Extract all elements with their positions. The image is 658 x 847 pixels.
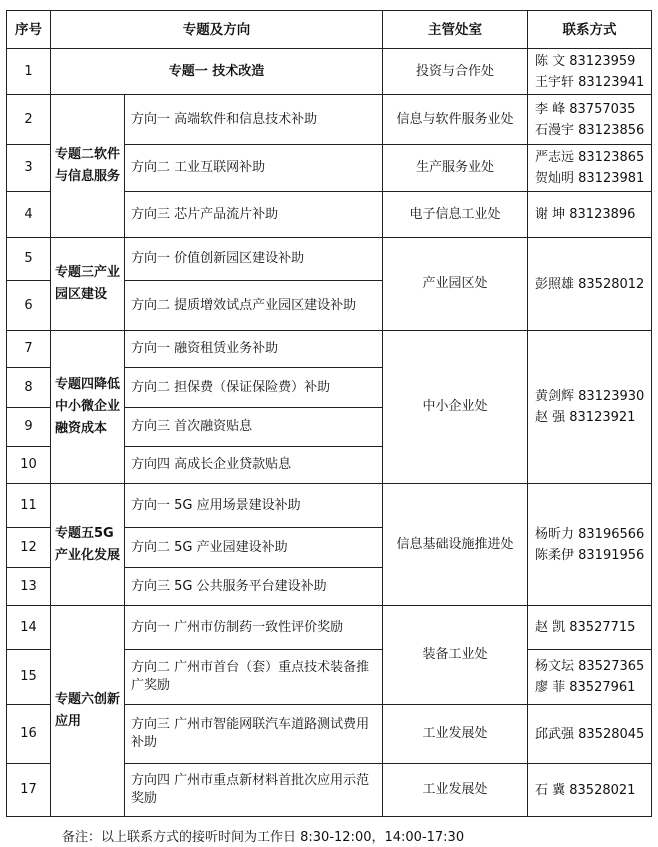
contact-line: 赵 强 83123921	[535, 410, 636, 425]
footnote: 备注：以上联系方式的接听时间为工作日 8:30-12:00，14:00-17:30	[62, 830, 465, 845]
row-idx: 11	[7, 484, 51, 528]
contact-line: 杨昕力 83196566	[535, 526, 645, 542]
office-cell: 工业发展处	[383, 705, 528, 764]
contact-line: 严志远 83123865	[535, 150, 645, 165]
direction-cell: 方向二 提质增效试点产业园区建设补助	[125, 281, 383, 331]
contact-line: 贺灿明 83123981	[535, 171, 645, 186]
header-contact: 联系方式	[528, 11, 652, 49]
header-office: 主管处室	[383, 11, 528, 49]
contact-line: 王宇轩 83123941	[535, 74, 645, 90]
contact-cell	[528, 192, 652, 238]
office-cell: 生产服务业处	[383, 145, 528, 192]
contact-cell	[528, 650, 652, 705]
direction-cell: 方向四 高成长企业贷款贴息	[125, 447, 383, 484]
table-header-row	[7, 11, 652, 49]
direction-cell: 方向二 广州市首台（套）重点技术装备推广奖励	[125, 650, 383, 705]
row-idx: 3	[7, 145, 51, 192]
direction-cell: 方向三 广州市智能网联汽车道路测试费用补助	[125, 705, 383, 764]
direction-cell: 方向一 5G 应用场景建设补助	[125, 484, 383, 528]
direction-cell: 方向二 工业互联网补助	[125, 145, 383, 192]
direction-cell: 方向三 芯片产品流片补助	[125, 192, 383, 238]
contact-line: 邱武强 83528045	[535, 726, 645, 742]
contact-line: 陈 文 83123959	[535, 53, 636, 69]
header-idx: 序号	[7, 11, 51, 49]
contact-line: 石漫宇 83123856	[535, 122, 645, 138]
contact-line: 陈柔伊 83191956	[535, 547, 645, 563]
direction-cell: 方向一 融资租赁业务补助	[125, 331, 383, 368]
contact-line: 李 峰 83757035	[535, 101, 636, 117]
project-contact-table	[6, 10, 652, 817]
contact-line: 杨文坛 83527365	[535, 659, 645, 674]
row-idx: 17	[7, 764, 51, 817]
row-idx: 5	[7, 238, 51, 281]
contact-cell	[528, 331, 652, 484]
contact-line: 石 冀 83528021	[535, 782, 636, 798]
row-idx: 15	[7, 650, 51, 705]
row-idx: 14	[7, 606, 51, 650]
office-cell: 信息基础设施推进处	[383, 484, 528, 606]
topic-5-title: 专题五5G 产业化发展	[51, 484, 125, 606]
contact-cell	[528, 49, 652, 95]
table-row	[7, 606, 652, 650]
direction-cell: 方向四 广州市重点新材料首批次应用示范奖励	[125, 764, 383, 817]
topic-6-title: 专题六创新应用	[51, 606, 125, 817]
table-row	[7, 331, 652, 368]
row-idx: 4	[7, 192, 51, 238]
contact-cell	[528, 95, 652, 145]
topic-3-title: 专题三产业园区建设	[51, 238, 125, 331]
contact-cell	[528, 145, 652, 192]
table-row	[7, 95, 652, 145]
office-cell: 产业园区处	[383, 238, 528, 331]
contact-line: 赵 凯 83527715	[535, 620, 636, 635]
office-cell: 信息与软件服务业处	[383, 95, 528, 145]
direction-cell: 方向一 高端软件和信息技术补助	[125, 95, 383, 145]
contact-cell	[528, 238, 652, 331]
direction-cell: 方向二 5G 产业园建设补助	[125, 528, 383, 568]
office-cell: 投资与合作处	[383, 49, 528, 95]
contact-line: 廖 菲 83527961	[535, 680, 636, 695]
contact-line: 黄剑辉 83123930	[535, 389, 645, 404]
row-idx: 13	[7, 568, 51, 606]
direction-cell: 方向一 广州市仿制药一致性评价奖励	[125, 606, 383, 650]
row-idx: 16	[7, 705, 51, 764]
table-row	[7, 484, 652, 528]
office-cell: 电子信息工业处	[383, 192, 528, 238]
row-idx: 12	[7, 528, 51, 568]
contact-cell	[528, 764, 652, 817]
direction-cell: 方向二 担保费（保证保险费）补助	[125, 368, 383, 408]
contact-cell	[528, 606, 652, 650]
direction-cell: 方向一 价值创新园区建设补助	[125, 238, 383, 281]
topic-4-title: 专题四降低中小微企业融资成本	[51, 331, 125, 484]
contact-line: 谢 坤 83123896	[535, 207, 636, 222]
row-idx: 6	[7, 281, 51, 331]
table-row	[7, 49, 652, 95]
row-idx: 9	[7, 408, 51, 447]
row-idx: 2	[7, 95, 51, 145]
row-idx: 1	[7, 49, 51, 95]
row-idx: 8	[7, 368, 51, 408]
contact-line: 彭照雄 83528012	[535, 276, 645, 292]
row-idx: 10	[7, 447, 51, 484]
direction-cell: 方向三 首次融资贴息	[125, 408, 383, 447]
office-cell: 工业发展处	[383, 764, 528, 817]
office-cell: 中小企业处	[383, 331, 528, 484]
topic-2-title: 专题二软件与信息服务	[51, 95, 125, 238]
topic-1-title: 专题一 技术改造	[51, 49, 383, 95]
table-row	[7, 238, 652, 281]
row-idx: 7	[7, 331, 51, 368]
header-topic: 专题及方向	[51, 11, 383, 49]
contact-cell	[528, 484, 652, 606]
contact-cell	[528, 705, 652, 764]
direction-cell: 方向三 5G 公共服务平台建设补助	[125, 568, 383, 606]
office-cell: 装备工业处	[383, 606, 528, 705]
